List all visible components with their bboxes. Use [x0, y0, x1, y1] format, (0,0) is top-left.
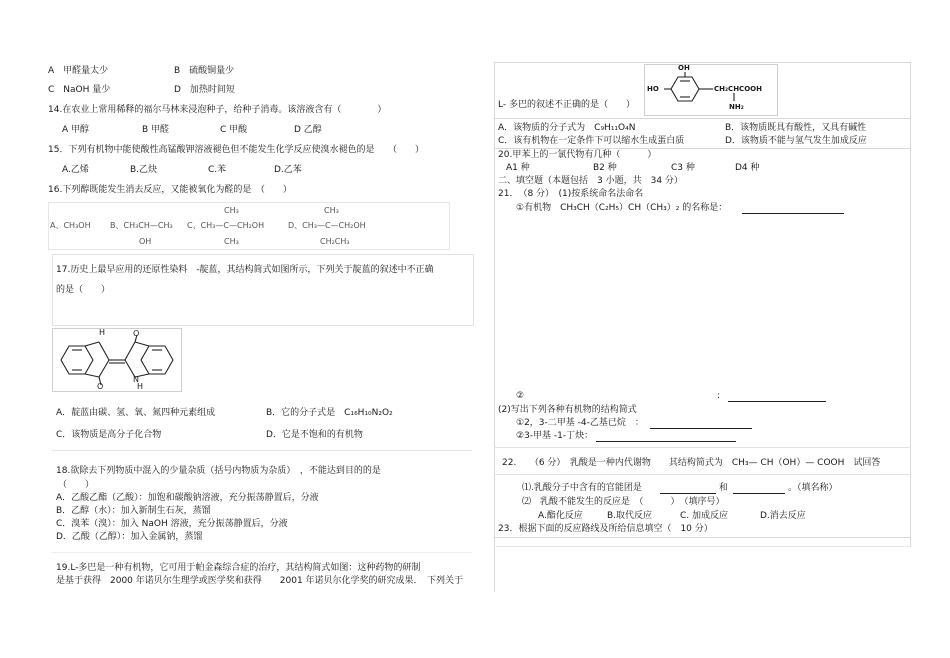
- q15-option-b: B.乙炔: [130, 165, 158, 175]
- q17-divider: [52, 450, 472, 451]
- question-21: 21． （8 分） (1)按系统命名法命名: [498, 189, 644, 199]
- right-rule-3: [494, 447, 911, 448]
- question-15: 15．下列有机物中能使酸性高锰酸钾溶液褪色但不能发生化学反应使溴水褪色的是 （ ）: [48, 145, 424, 155]
- question-19-line1: 19.L-多巴是一种有机物，它可用于帕金森综合症的治疗，其结构简式如图：这种药物的研制: [56, 563, 421, 573]
- ldopa-oh-top: OH: [678, 64, 690, 72]
- q21-part1-item1: ①有机物 CH₃CH（C₂H₅）CH（CH₃）₂ 的名称是：: [516, 203, 728, 213]
- q14-option-b: B 甲醛: [142, 125, 170, 135]
- q16-option-d: D、CH₃—C—CH₂OH: [288, 221, 366, 230]
- ldopa-nh2: NH₂: [729, 103, 744, 111]
- q13-option-c: C NaOH 量少: [48, 85, 111, 95]
- q16-option-a: A、CH₃OH: [50, 221, 91, 230]
- q20-option-a: A1 种: [506, 163, 530, 173]
- right-rule-4: [494, 474, 911, 475]
- q17-option-c: C．该物质是高分子化合物: [56, 430, 162, 440]
- q14-option-a: A 甲醇: [62, 125, 90, 135]
- question-23: 23．根据下面的反应路线及所给信息填空（ 10 分）: [498, 524, 713, 534]
- indigo-h-bottom: H: [137, 382, 144, 391]
- indigo-o-top: O: [133, 329, 140, 338]
- q20-option-b: B2 种: [593, 163, 617, 173]
- q14-option-c: C 甲酸: [220, 125, 248, 135]
- indigo-h-top: H: [99, 328, 106, 337]
- ldopa-structure-figure: [644, 64, 778, 116]
- question-17-line2: 的是（ ）: [56, 285, 111, 295]
- indigo-structure-figure: [52, 328, 182, 392]
- indigo-structure-svg: [53, 329, 181, 391]
- right-rule-1: [494, 118, 911, 119]
- q13-option-d: D 加热时间短: [174, 85, 235, 95]
- q22-answer-blank-2[interactable]: [733, 493, 785, 494]
- q22-part2: ⑵ 乳酸不能发生的反应是 （ ） （填序号）: [522, 497, 725, 507]
- question-18: 18.欲除去下列物质中混入的少量杂质（括号内物质为杂质） ，不能达到目的的是: [56, 466, 381, 476]
- q14-option-d: D 乙醇: [294, 125, 322, 135]
- q22-part1-and: 和: [719, 483, 729, 493]
- q21-part2-item2: ②3-甲基 -1-丁炔：: [516, 431, 594, 441]
- q19-option-b: B．该物质既具有酸性，又具有碱性: [725, 123, 867, 133]
- q21-answer-blank-1[interactable]: [742, 213, 844, 214]
- q16-option-d-bottom: CH₂CH₃: [320, 237, 350, 246]
- question-14: 14.在农业上常用稀释的福尔马林来浸泡种子，给种子消毒。该溶液含有（ ）: [48, 105, 387, 115]
- question-19-line2: 是基于获得 2000 年诺贝尔生理学或医学奖和获得 2001 年诺贝尔化学奖的研究成果． 下列关于: [56, 576, 464, 586]
- right-rule-2: [494, 148, 911, 149]
- question-19-continued: L- 多巴的叙述不正确的是（ ）: [498, 100, 635, 110]
- q16-option-c-top: CH₃: [224, 206, 239, 215]
- indigo-o-bottom: O: [97, 382, 104, 391]
- q18-option-b: B．乙醇（水）：加入新制生石灰，蒸馏: [56, 506, 211, 516]
- q20-option-c: C3 种: [671, 163, 695, 173]
- q21-part1-item2-colon: :: [717, 391, 721, 401]
- q22-answer-blank-1[interactable]: [660, 493, 716, 494]
- q19-option-a: A．该物质的分子式为 C₉H₁₁O₄N: [498, 123, 636, 133]
- question-17-line1: 17.历史上最早应用的还原性染料 -靛蓝，其结构简式如图所示，下列关于靛蓝的叙述中不正确: [56, 265, 434, 275]
- q21-part2: (2)写出下列各种有机物的结构简式: [498, 405, 637, 415]
- q22-option-c: C. 加成反应: [680, 511, 729, 521]
- q18-divider: [52, 552, 472, 553]
- q13-option-a: A 甲醛量太少: [48, 66, 109, 76]
- q22-option-b: B.取代反应: [607, 511, 653, 521]
- q18-option-a: A．乙酸乙酯（乙酸）：加饱和碳酸钠溶液，充分振荡静置后，分液: [56, 493, 319, 503]
- right-rule-5: [494, 537, 911, 538]
- q17-option-d: D．它是不饱和的有机物: [266, 430, 363, 440]
- q21-part1-item2: ②: [516, 391, 525, 401]
- q15-option-d: D.乙苯: [274, 165, 302, 175]
- q21-part2-item1: ①2，3-二甲基 -4-乙基已烷 ：: [516, 418, 644, 428]
- right-rule-6: [494, 546, 911, 547]
- q13-option-b: B 硫酸铜量少: [174, 66, 235, 76]
- q21-answer-blank-3[interactable]: [650, 428, 752, 429]
- q22-part1: ⑴.乳酸分子中含有的官能团是: [522, 483, 642, 493]
- q17-option-a: A．靛蓝由碳、氢、氧、氮四种元素组成: [56, 408, 216, 418]
- q22-option-d: D.消去反应: [760, 511, 806, 521]
- indigo-n-bottom: N: [133, 375, 139, 384]
- q22-part1-end: 。（填名称）: [788, 483, 838, 493]
- q19-option-d: D．该物质不能与氢气发生加成反应: [725, 136, 867, 146]
- q15-option-c: C.苯: [208, 165, 227, 175]
- q18-option-d: D．乙酸（乙醇）：加入金属钠，蒸馏: [56, 532, 203, 542]
- q19-option-c: C．该有机物在一定条件下可以缩水生成蛋白质: [498, 136, 685, 146]
- right-frame-top: [494, 62, 911, 63]
- q17-option-b: B．它的分子式是 C₁₆H₁₀N₂O₂: [266, 408, 393, 418]
- q16-option-c-bottom: CH₃: [224, 237, 239, 246]
- q16-option-c: C、CH₃—C—CH₂OH: [187, 221, 265, 230]
- q15-option-a: A.乙烯: [62, 165, 89, 175]
- q21-answer-blank-4[interactable]: [596, 441, 736, 442]
- q16-option-b: B、CH₃CH—CH₃: [110, 221, 173, 230]
- ldopa-side-chain: CH₂CHCOOH: [714, 85, 762, 93]
- q18-option-c: C．溴苯（溴）：加入 NaOH 溶液，充分振荡静置后，分液: [56, 519, 288, 529]
- section-2-header: 二、填空题（本题包括 3 小题，共 34 分）: [498, 176, 683, 186]
- q21-answer-blank-2[interactable]: [728, 401, 826, 402]
- column-divider: [494, 62, 495, 592]
- q20-option-d: D4 种: [735, 163, 760, 173]
- q18-paren: （ ）: [58, 480, 95, 490]
- question-20: 20.甲苯上的一氯代物有几种（ ）: [498, 150, 657, 160]
- ldopa-ho-left: HO: [647, 85, 659, 93]
- q16-option-d-top: CH₃: [324, 206, 339, 215]
- q22-option-a: A.酯化反应: [538, 511, 583, 521]
- question-22: 22. （6 分） 乳酸是一种内代谢物 其结构简式为 CH₃— CH（OH）— COOH 试回答: [502, 458, 881, 468]
- q16-option-b-oh: OH: [139, 237, 152, 246]
- question-16: 16.下列醇既能发生消去反应，又能被氧化为醛的是 （ ）: [48, 185, 292, 195]
